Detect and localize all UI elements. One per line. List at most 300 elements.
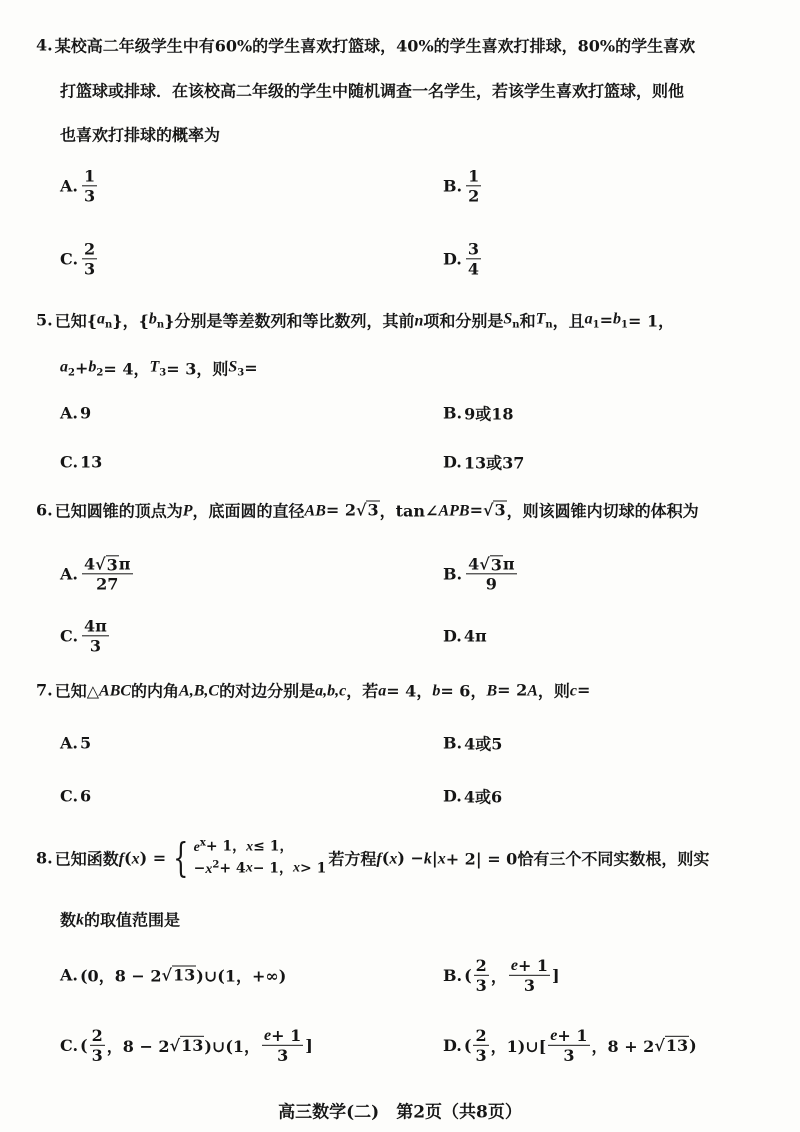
variable-symbol: x [437, 850, 446, 867]
question-5-line-1 [36, 309, 674, 332]
option-b [443, 402, 514, 425]
math-variable [536, 309, 553, 331]
question-4-line-3 [60, 123, 220, 146]
math-variable [438, 848, 446, 868]
square-root [483, 501, 507, 520]
text-run: ，tan∠ [379, 501, 439, 521]
option-c [60, 1025, 313, 1065]
text-run: 1 [83, 166, 96, 186]
text-run: ( [124, 848, 132, 868]
variable-symbol: b [613, 310, 622, 328]
subscript: n [105, 320, 113, 332]
text-run: )∪(1， [204, 1036, 261, 1056]
option-a [60, 734, 91, 753]
variable-symbol: k [76, 911, 85, 928]
denominator [474, 976, 489, 995]
text-run: ) = [139, 848, 167, 868]
text-run: + 1， [205, 838, 247, 855]
variable-symbol: T [149, 358, 160, 376]
math-variable [76, 909, 84, 929]
option-label: C. [60, 249, 79, 269]
math-variable [424, 848, 432, 868]
text-run: 2 [475, 1025, 487, 1045]
variable-symbol: a,b,c [315, 682, 347, 699]
math-variable [486, 680, 497, 700]
text-run: 4π [463, 626, 487, 646]
superscript: x [199, 837, 206, 849]
text-run: ， [490, 966, 507, 986]
option-content [464, 239, 483, 278]
text-run: 已知△ [54, 681, 100, 701]
option-label: A. [60, 403, 78, 423]
text-run: 已知{ [54, 311, 97, 331]
option-content [80, 616, 111, 655]
option-c [60, 239, 99, 278]
text-run: = [469, 500, 483, 520]
option-content [464, 166, 483, 205]
text-run: − 1， [252, 860, 294, 877]
option-d [443, 239, 483, 278]
text-run: ] [552, 965, 560, 985]
variable-symbol: n [414, 312, 424, 329]
variable-symbol: x [245, 860, 253, 876]
variable-symbol: k [423, 850, 432, 867]
text-run: 已知圆锥的顶点为 [54, 501, 183, 521]
denominator [466, 187, 481, 206]
text-run: + 4 [219, 860, 246, 877]
option-label: A. [60, 176, 78, 196]
option-a [60, 166, 99, 205]
math-variable [378, 680, 386, 700]
option-label: D. [443, 1035, 462, 1055]
option-content [80, 453, 102, 472]
text-run: ) − [397, 848, 424, 868]
variable-symbol: f [118, 850, 125, 867]
radicand: √ 3 [490, 554, 502, 574]
text-run: 的取值范围是 [84, 910, 181, 930]
text-run: | [431, 848, 438, 868]
text-run: ] [305, 1035, 313, 1055]
question-4-line-2 [60, 79, 684, 102]
radicand: √ 13 [665, 1035, 689, 1055]
option-content [80, 166, 99, 205]
numerator [82, 616, 109, 636]
variable-symbol: x [293, 860, 301, 876]
fraction [262, 1025, 303, 1065]
option-label: C. [60, 626, 79, 646]
math-variable [132, 848, 140, 868]
variable-symbol: S [503, 310, 513, 328]
option-label: C. [60, 1035, 79, 1055]
text-run: 6 [80, 786, 92, 806]
text-run: = 1， [628, 311, 675, 331]
numerator [82, 239, 97, 259]
math-variable [414, 310, 423, 330]
subscript: 2 [68, 368, 75, 380]
radicand: √ 13 [173, 965, 196, 985]
option-label: B. [443, 176, 463, 196]
option-d [443, 785, 502, 808]
option-label: B. [443, 403, 463, 423]
text-run: 2 [475, 955, 487, 975]
question-number: 7. [36, 680, 53, 700]
option-label: D. [443, 249, 462, 269]
radicand: √ 13 [181, 1035, 204, 1055]
option-content [80, 787, 91, 806]
question-8-line-2 [60, 908, 180, 931]
text-run: 打篮球或排球．在该校高二年级的学生中随机调查一名学生，若该学生喜欢打篮球，则他 [60, 81, 685, 101]
variable-symbol: b [432, 682, 441, 699]
text-run: 5 [79, 733, 92, 753]
variable-symbol: A [527, 682, 538, 699]
text-run: 3 [89, 636, 102, 656]
variable-symbol: e [510, 956, 518, 974]
denominator [88, 637, 103, 656]
option-content [80, 239, 99, 278]
math-variable [527, 680, 538, 700]
radicand: √ 3 [106, 554, 118, 574]
option-label: D. [443, 786, 462, 806]
variable-symbol: x [205, 861, 213, 877]
numerator [473, 1025, 488, 1045]
math-variable [315, 680, 346, 700]
text-run: 和 [519, 311, 536, 331]
variable-symbol: e [193, 840, 200, 856]
text-run: ，8 − 2 [106, 1036, 170, 1056]
text-run: π [502, 554, 515, 574]
option-label: B. [443, 965, 463, 985]
text-run: 某校高二年级学生中有60%的学生喜欢打篮球，40%的学生喜欢打排球，80%的学生喜欢 [54, 36, 696, 56]
text-run: ) [689, 1035, 697, 1055]
denominator [561, 1046, 576, 1065]
option-content [80, 964, 286, 987]
text-run: 4 [468, 554, 480, 574]
fraction [548, 1025, 589, 1065]
numerator [82, 554, 133, 574]
variable-symbol: x [389, 850, 398, 867]
math-variable [205, 858, 219, 880]
question-8-line-1 [36, 836, 709, 879]
numerator [548, 1025, 589, 1046]
variable-symbol: ABC [99, 682, 132, 699]
subscript: n [545, 320, 553, 332]
question-number: 5. [36, 310, 53, 330]
question-number: 4. [36, 35, 53, 55]
text-run: ( [381, 848, 390, 868]
option-c [60, 453, 102, 472]
text-run: 的对边分别是 [219, 681, 316, 701]
option-a [60, 404, 91, 423]
math-variable [264, 1025, 271, 1045]
text-run: 4或5 [464, 734, 503, 754]
math-variable [194, 836, 206, 858]
fraction [82, 239, 97, 278]
text-run: ( [463, 1035, 472, 1055]
text-run: 2 [91, 1025, 103, 1045]
math-variable [99, 680, 131, 700]
option-content [464, 785, 502, 808]
square-root [356, 501, 380, 520]
numerator [466, 554, 517, 574]
text-run: 已知函数 [54, 849, 119, 869]
fraction [473, 1025, 488, 1064]
text-run: = [599, 310, 614, 330]
radicand: √ 3 [494, 500, 506, 520]
text-run: 3 [467, 239, 480, 259]
numerator [474, 955, 489, 975]
text-run: 13或37 [463, 453, 525, 473]
math-variable [97, 309, 112, 331]
text-run: 3 [475, 975, 487, 995]
subscript: 1 [621, 320, 628, 332]
variable-symbol: APB [438, 502, 470, 519]
variable-symbol: x [131, 850, 140, 867]
option-content [464, 402, 513, 425]
subscript: n [512, 320, 520, 332]
fraction [82, 616, 109, 655]
math-variable [550, 1025, 557, 1045]
fraction [82, 554, 133, 593]
option-d [443, 451, 524, 474]
text-run: 3 [277, 1046, 289, 1065]
fraction [466, 166, 481, 205]
denominator [82, 187, 97, 206]
math-variable [60, 357, 75, 379]
option-d [443, 1025, 697, 1065]
numerator [466, 166, 481, 186]
option-content [80, 404, 91, 423]
numerator [82, 166, 97, 186]
denominator [90, 1046, 105, 1065]
option-content [464, 554, 519, 593]
text-run: > 1 [300, 860, 327, 877]
square-root [479, 554, 503, 573]
text-run: ( [464, 965, 472, 985]
text-run: π [118, 554, 131, 574]
question-number: 8. [36, 848, 53, 868]
text-run: 的内角 [131, 681, 180, 701]
left-brace: { [173, 835, 189, 881]
variable-symbol: a [378, 682, 387, 699]
math-variable [293, 859, 300, 879]
text-run: 4 [83, 554, 96, 574]
square-root [170, 1036, 205, 1055]
text-run: }分别是等差数列和等比数列，其前 [164, 311, 415, 331]
option-d [443, 627, 487, 646]
text-run: = [577, 680, 591, 700]
math-variable [570, 680, 577, 700]
text-run: (0，8 − 2 [79, 966, 162, 986]
option-content [464, 1025, 697, 1065]
piecewise-case [194, 836, 327, 858]
text-run: 4π [84, 616, 107, 636]
option-label: D. [443, 626, 462, 646]
text-run: 3 [84, 259, 96, 279]
denominator [484, 575, 499, 594]
text-run: 9或18 [464, 404, 514, 424]
text-run: ，1)∪[ [490, 1036, 547, 1056]
numerator [262, 1025, 303, 1046]
text-run: ，底面圆的直径 [192, 501, 305, 521]
option-label: C. [60, 452, 79, 472]
question-4-line-1 [36, 34, 695, 57]
variable-symbol: P [182, 502, 193, 519]
option-c [60, 616, 111, 655]
text-run: 13 [80, 452, 103, 472]
text-run: 9 [485, 574, 497, 594]
option-c [60, 787, 91, 806]
text-run: = 2 [325, 500, 356, 520]
numerator [509, 955, 550, 976]
denominator [94, 575, 120, 594]
subscript: 3 [159, 368, 167, 380]
variable-symbol: AB [304, 502, 326, 519]
text-run: 4或6 [463, 787, 503, 807]
fraction [509, 955, 550, 995]
variable-symbol: e [550, 1026, 558, 1044]
variable-symbol: b [88, 358, 97, 376]
variable-symbol: c [569, 682, 578, 699]
text-run: + 2| = 0恰有三个不同实数根，则实 [445, 849, 710, 869]
math-variable [183, 500, 193, 520]
radicand: √ 3 [367, 500, 379, 520]
variable-symbol: B [486, 682, 498, 699]
text-run: 数 [60, 910, 77, 930]
math-variable [246, 859, 253, 879]
text-run: = 3，则 [166, 359, 229, 379]
text-run: )∪(1，+∞) [196, 966, 287, 986]
variable-symbol: a [60, 358, 68, 376]
option-label: B. [443, 733, 463, 753]
text-run: 27 [96, 574, 119, 594]
text-run: ，则该圆锥内切球的体积为 [506, 501, 699, 521]
option-label: A. [60, 564, 78, 584]
text-run: }，{ [112, 311, 149, 331]
text-run: ，且 [552, 311, 585, 331]
square-root [162, 966, 197, 985]
piecewise-function [168, 836, 326, 879]
text-run: − [193, 860, 206, 877]
question-number: 6. [36, 500, 53, 520]
subscript: 2 [96, 368, 104, 380]
math-variable [88, 357, 103, 379]
option-label: C. [60, 786, 79, 806]
text-run: = 2 [497, 680, 528, 700]
text-run: + 1 [271, 1025, 302, 1045]
denominator [82, 260, 97, 279]
question-7-line-1 [36, 679, 590, 702]
variable-symbol: x [246, 839, 254, 855]
subscript: 1 [592, 320, 600, 332]
math-variable [389, 848, 397, 868]
math-variable [228, 357, 244, 379]
denominator [522, 976, 537, 995]
math-variable [503, 309, 519, 331]
math-variable [585, 309, 600, 331]
text-run: 9 [79, 403, 92, 423]
option-content [80, 554, 135, 593]
option-content [464, 627, 487, 646]
variable-symbol: b [148, 310, 157, 328]
text-run: 1 [468, 166, 480, 186]
text-run: ，则 [537, 681, 570, 701]
math-variable [246, 837, 253, 857]
text-run: 3 [91, 1045, 103, 1065]
math-variable [432, 680, 440, 700]
option-b [443, 166, 483, 205]
option-b [443, 554, 519, 593]
text-run: 项和分别是 [423, 311, 504, 331]
option-content [80, 1025, 313, 1065]
text-run: 也喜欢打排球的概率为 [60, 125, 221, 145]
denominator [473, 1046, 488, 1065]
variable-symbol: A,B,C [179, 682, 220, 699]
option-content [80, 734, 91, 753]
text-run: ≤ 1， [253, 838, 294, 855]
option-content [464, 955, 560, 995]
math-variable [511, 955, 518, 975]
math-variable [438, 500, 469, 520]
option-content [464, 451, 525, 474]
option-content [464, 732, 502, 755]
page-footer: 高三数学(二) 第2页（共8页） [278, 1102, 522, 1123]
fraction [466, 554, 517, 593]
text-run: + [74, 358, 89, 378]
text-run: = [244, 358, 258, 378]
text-run: 2 [84, 239, 96, 259]
superscript: 2 [212, 859, 220, 870]
math-variable [305, 500, 326, 520]
text-run: 3 [83, 186, 96, 206]
option-a [60, 964, 286, 987]
subscript: 3 [237, 368, 245, 380]
math-variable [613, 309, 628, 331]
math-variable [149, 309, 164, 331]
text-run: + 1 [517, 955, 549, 975]
fraction [474, 955, 489, 994]
option-label: D. [443, 452, 462, 472]
question-6-line-1 [36, 499, 699, 522]
text-run: 2 [468, 186, 480, 206]
text-run: = 4， [103, 359, 150, 379]
text-run: 若方程 [328, 849, 377, 869]
math-variable [179, 680, 219, 700]
text-run: = 6， [440, 681, 487, 701]
option-label: A. [60, 965, 78, 985]
text-run: 4 [467, 259, 480, 279]
fraction [82, 166, 97, 205]
subscript: n [156, 320, 165, 332]
question-5-line-2 [60, 357, 258, 380]
text-run: 3 [523, 976, 535, 995]
denominator [275, 1046, 290, 1065]
variable-symbol: a [97, 310, 105, 328]
text-run: = 4， [386, 681, 433, 701]
math-variable [149, 357, 166, 379]
option-b [443, 732, 502, 755]
variable-symbol: e [264, 1026, 272, 1044]
variable-symbol: S [228, 358, 238, 376]
text-run: ，8 + 2 [591, 1036, 655, 1056]
numerator [466, 239, 481, 259]
text-run: ( [80, 1035, 88, 1055]
piecewise-case [194, 858, 327, 880]
fraction [466, 239, 481, 278]
variable-symbol: T [535, 310, 546, 328]
denominator [466, 260, 481, 279]
option-label: A. [60, 733, 78, 753]
square-root [654, 1036, 689, 1055]
